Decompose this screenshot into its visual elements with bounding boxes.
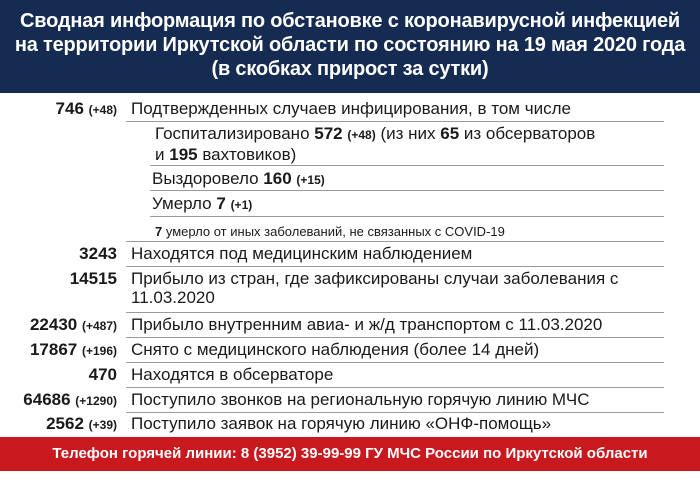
hospitalized-note: (из них: [380, 124, 436, 143]
domestic-arrivals-text: Прибыло внутренним авиа- и ж/д транспортом с 11.03.2020: [131, 315, 603, 334]
hospitalized-value: 572: [314, 124, 343, 143]
under-observation-number: 3243: [79, 244, 117, 263]
removed-observation-increase: (+196): [81, 344, 117, 358]
removed-observation-value: [30, 340, 117, 360]
under-observation-value: [79, 244, 117, 264]
separator: [126, 312, 664, 313]
other-deaths-value: 7: [155, 224, 163, 239]
separator: [150, 216, 664, 217]
hotline-calls-value: [23, 390, 117, 410]
header-banner: [0, 0, 700, 93]
onf-requests-text: Поступило заявок на горячую линию «ОНФ-помощь»: [131, 414, 552, 433]
in-observatory-value: [89, 365, 117, 385]
arrived-abroad-line-1: Прибыло из стран, где зафиксированы случаи заболевания с: [131, 269, 619, 288]
separator: [126, 337, 664, 338]
separator: [126, 387, 664, 388]
separator: [126, 241, 664, 242]
other-deaths-text: [155, 222, 505, 241]
separator: [126, 412, 664, 413]
separator: [126, 121, 664, 122]
recovered-text: [152, 169, 325, 190]
shift-workers-value: 195: [169, 145, 198, 164]
shift-workers-text: вахтовиков): [202, 145, 297, 164]
other-deaths-label: умерло от иных заболеваний, не связанных с COVID-19: [165, 224, 505, 239]
died-increase: (+1): [230, 198, 253, 212]
observatory-value: 65: [440, 124, 460, 143]
confirmed-value: [56, 99, 117, 119]
hotline-calls-increase: (+1290): [75, 394, 117, 408]
header-title-line-1: Сводная информация по обстановке с коронавирусной инфекцией: [20, 10, 680, 32]
removed-observation-text: Снято с медицинского наблюдения (более 14 дней): [131, 340, 540, 359]
and-text: и: [155, 145, 165, 164]
under-observation-text: Находятся под медицинским наблюдением: [131, 244, 473, 263]
domestic-arrivals-value: [30, 315, 117, 335]
recovered-label: Выздоровело: [152, 169, 259, 188]
domestic-arrivals-increase: (+487): [81, 319, 117, 333]
onf-requests-value: [46, 414, 117, 434]
arrived-abroad-text: [131, 269, 618, 307]
arrived-abroad-line-2: 11.03.2020: [131, 288, 215, 307]
header-subtitle: (в скобках прирост за сутки): [211, 58, 489, 80]
recovered-increase: (+15): [296, 173, 325, 187]
arrived-abroad-value: [70, 269, 117, 289]
hotline-calls-text: Поступило звонков на региональную горячую линию МЧС: [131, 390, 590, 409]
removed-observation-number: 17867: [29, 340, 78, 359]
confirmed-number: 746: [55, 99, 84, 118]
died-label: Умерло: [152, 194, 212, 213]
header-title-line-2: на территории Иркутской области по состоянию на 19 мая 2020 года: [14, 34, 686, 56]
recovered-value: 160: [263, 169, 292, 188]
hospitalized-increase: (+48): [347, 128, 376, 142]
separator: [126, 362, 664, 363]
domestic-arrivals-number: 22430: [29, 315, 78, 334]
hospitalized-text: [155, 124, 595, 164]
onf-requests-increase: (+39): [88, 418, 117, 432]
separator: [150, 165, 664, 166]
in-observatory-number: 470: [88, 365, 117, 384]
separator: [126, 266, 664, 267]
hospitalized-label: Госпитализировано: [155, 124, 310, 143]
observatory-text: из обсерваторов: [463, 124, 596, 143]
in-observatory-text: Находятся в обсерваторе: [131, 365, 334, 384]
confirmed-increase: (+48): [88, 103, 117, 117]
separator: [150, 190, 664, 191]
onf-requests-number: 2562: [46, 414, 84, 433]
hotline-calls-number: 64686: [23, 390, 71, 409]
arrived-abroad-number: 14515: [69, 269, 117, 288]
hotline-footer: Телефон горячей линии: 8 (3952) 39-99-99 ГУ МЧС России по Иркутской области: [0, 437, 700, 471]
died-value: 7: [216, 194, 226, 213]
died-text: [152, 194, 252, 215]
confirmed-text: Подтвержденных случаев инфицирования, в том числе: [131, 99, 571, 118]
